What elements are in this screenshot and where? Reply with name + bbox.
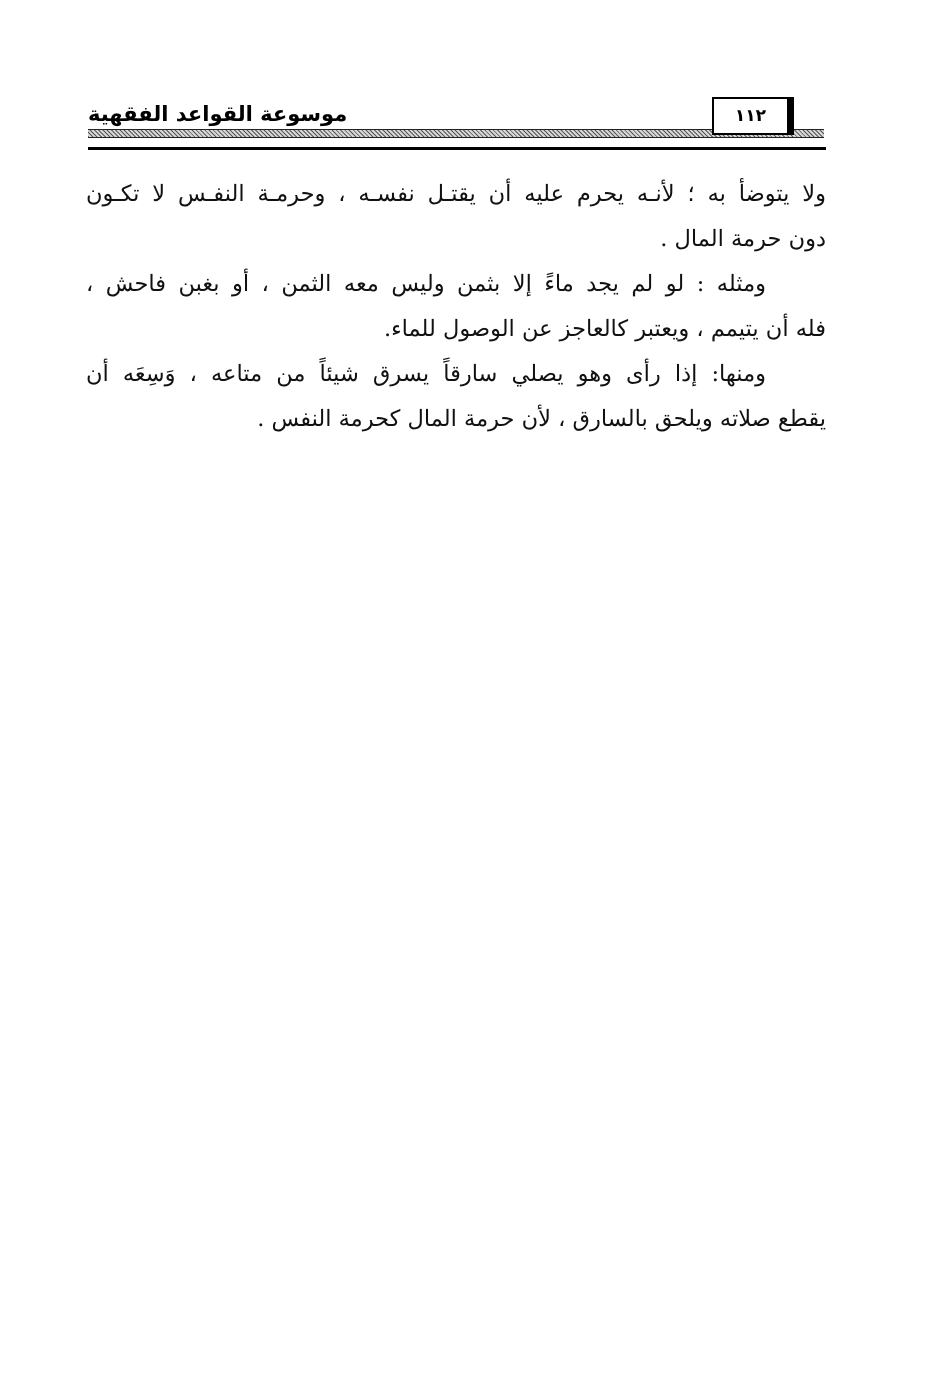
- text-line: ومثله : لو لم يجد ماءً إلا بثمن وليس معه الثمن ، أو بغبن فاحش ،: [86, 271, 766, 297]
- header-rule: [88, 147, 826, 150]
- body-text: [86, 172, 826, 442]
- text-line: ولا يتوضأ به ؛ لأنـه يحرم عليه أن يقتـل نفسـه ، وحرمـة النفـس لا تكـون: [86, 181, 826, 207]
- paragraph: [86, 172, 826, 262]
- text-line: فله أن يتيمم ، ويعتبر كالعاجز عن الوصول للماء.: [383, 316, 826, 342]
- paragraph: [86, 262, 826, 352]
- running-header: [88, 92, 826, 152]
- text-line: ومنها: إذا رأى وهو يصلي سارقاً يسرق شيئاً من متاعه ، وَسِعَه أن: [86, 361, 766, 387]
- page-number: ١١٢: [712, 97, 794, 135]
- text-line: دون حرمة المال .: [660, 226, 826, 252]
- text-line: يقطع صلاته ويلحق بالسارق ، لأن حرمة المال كحرمة النفس .: [257, 406, 826, 432]
- paragraph: [86, 352, 826, 442]
- book-title: موسوعة القواعد الفقهية: [88, 102, 348, 126]
